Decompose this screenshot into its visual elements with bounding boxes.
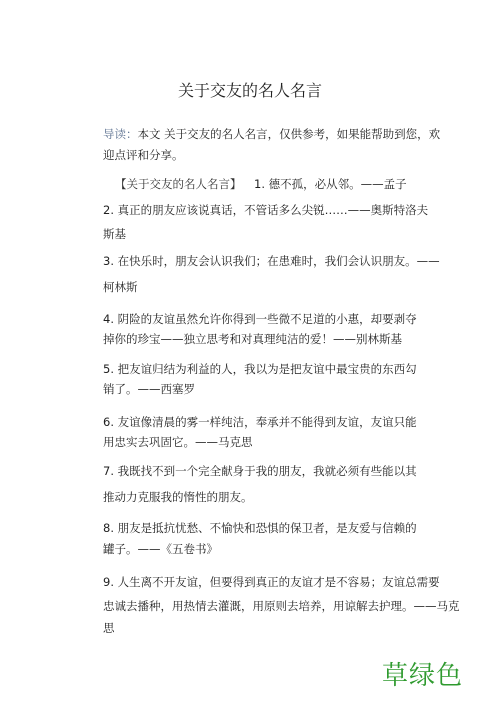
- quote-line: 4. 阴险的友谊虽然允许你得到一些微不足道的小惠，却要剥夺: [103, 312, 417, 326]
- quote-line: 忠诚去播种，用热情去灌溉，用原则去培养，用谅解去护理。——马克: [103, 599, 460, 613]
- watermark-text: 草绿色: [382, 661, 464, 691]
- quote-line: 2. 真正的朋友应该说真话，不管话多么尖锐……——奥斯特洛夫: [103, 203, 429, 217]
- page-title: 关于交友的名人名言: [177, 81, 322, 100]
- quote-line: 8. 朋友是抵抗忧愁、不愉快和恐惧的保卫者，是友爱与信赖的: [103, 521, 417, 535]
- quote-line: 罐子。——《五卷书》: [103, 542, 218, 556]
- quote-line: 柯林斯: [103, 280, 138, 294]
- quote-line: 9. 人生离不开友谊，但要得到真正的友谊才是不容易；友谊总需要: [103, 575, 440, 589]
- quote-line: 用忠实去巩固它。——马克思: [103, 435, 253, 449]
- intro-text: 本文 关于交友的名人名言，仅供参考，如果能帮助到您，欢迎点评和分享。: [103, 127, 441, 162]
- quote-line: 1. 德不孤，必从邻。——孟子: [254, 177, 407, 191]
- quote-line: 斯基: [103, 227, 126, 241]
- quote-line: 掉你的珍宝——独立思考和对真理纯洁的爱！——别林斯基: [103, 332, 402, 346]
- intro-paragraph: [103, 124, 448, 166]
- quote-line: 6. 友谊像清晨的雾一样纯洁，奉承并不能得到友谊，友谊只能: [103, 415, 417, 429]
- quote-line: 思: [103, 621, 115, 635]
- quote-line: 推动力克服我的惰性的朋友。: [103, 490, 253, 504]
- quote-line: 销了。——西塞罗: [103, 382, 195, 396]
- section-heading: 【关于交友的名人名言】: [115, 177, 242, 191]
- quote-line: 7. 我既找不到一个完全献身于我的朋友，我就必须有些能以其: [103, 464, 417, 478]
- quote-line: 5. 把友谊归结为利益的人，我以为是把友谊中最宝贵的东西勾: [103, 362, 417, 376]
- intro-lead: 导读：: [103, 127, 138, 141]
- quote-line: 3. 在快乐时，朋友会认识我们；在患难时，我们会认识朋友。——: [103, 254, 440, 268]
